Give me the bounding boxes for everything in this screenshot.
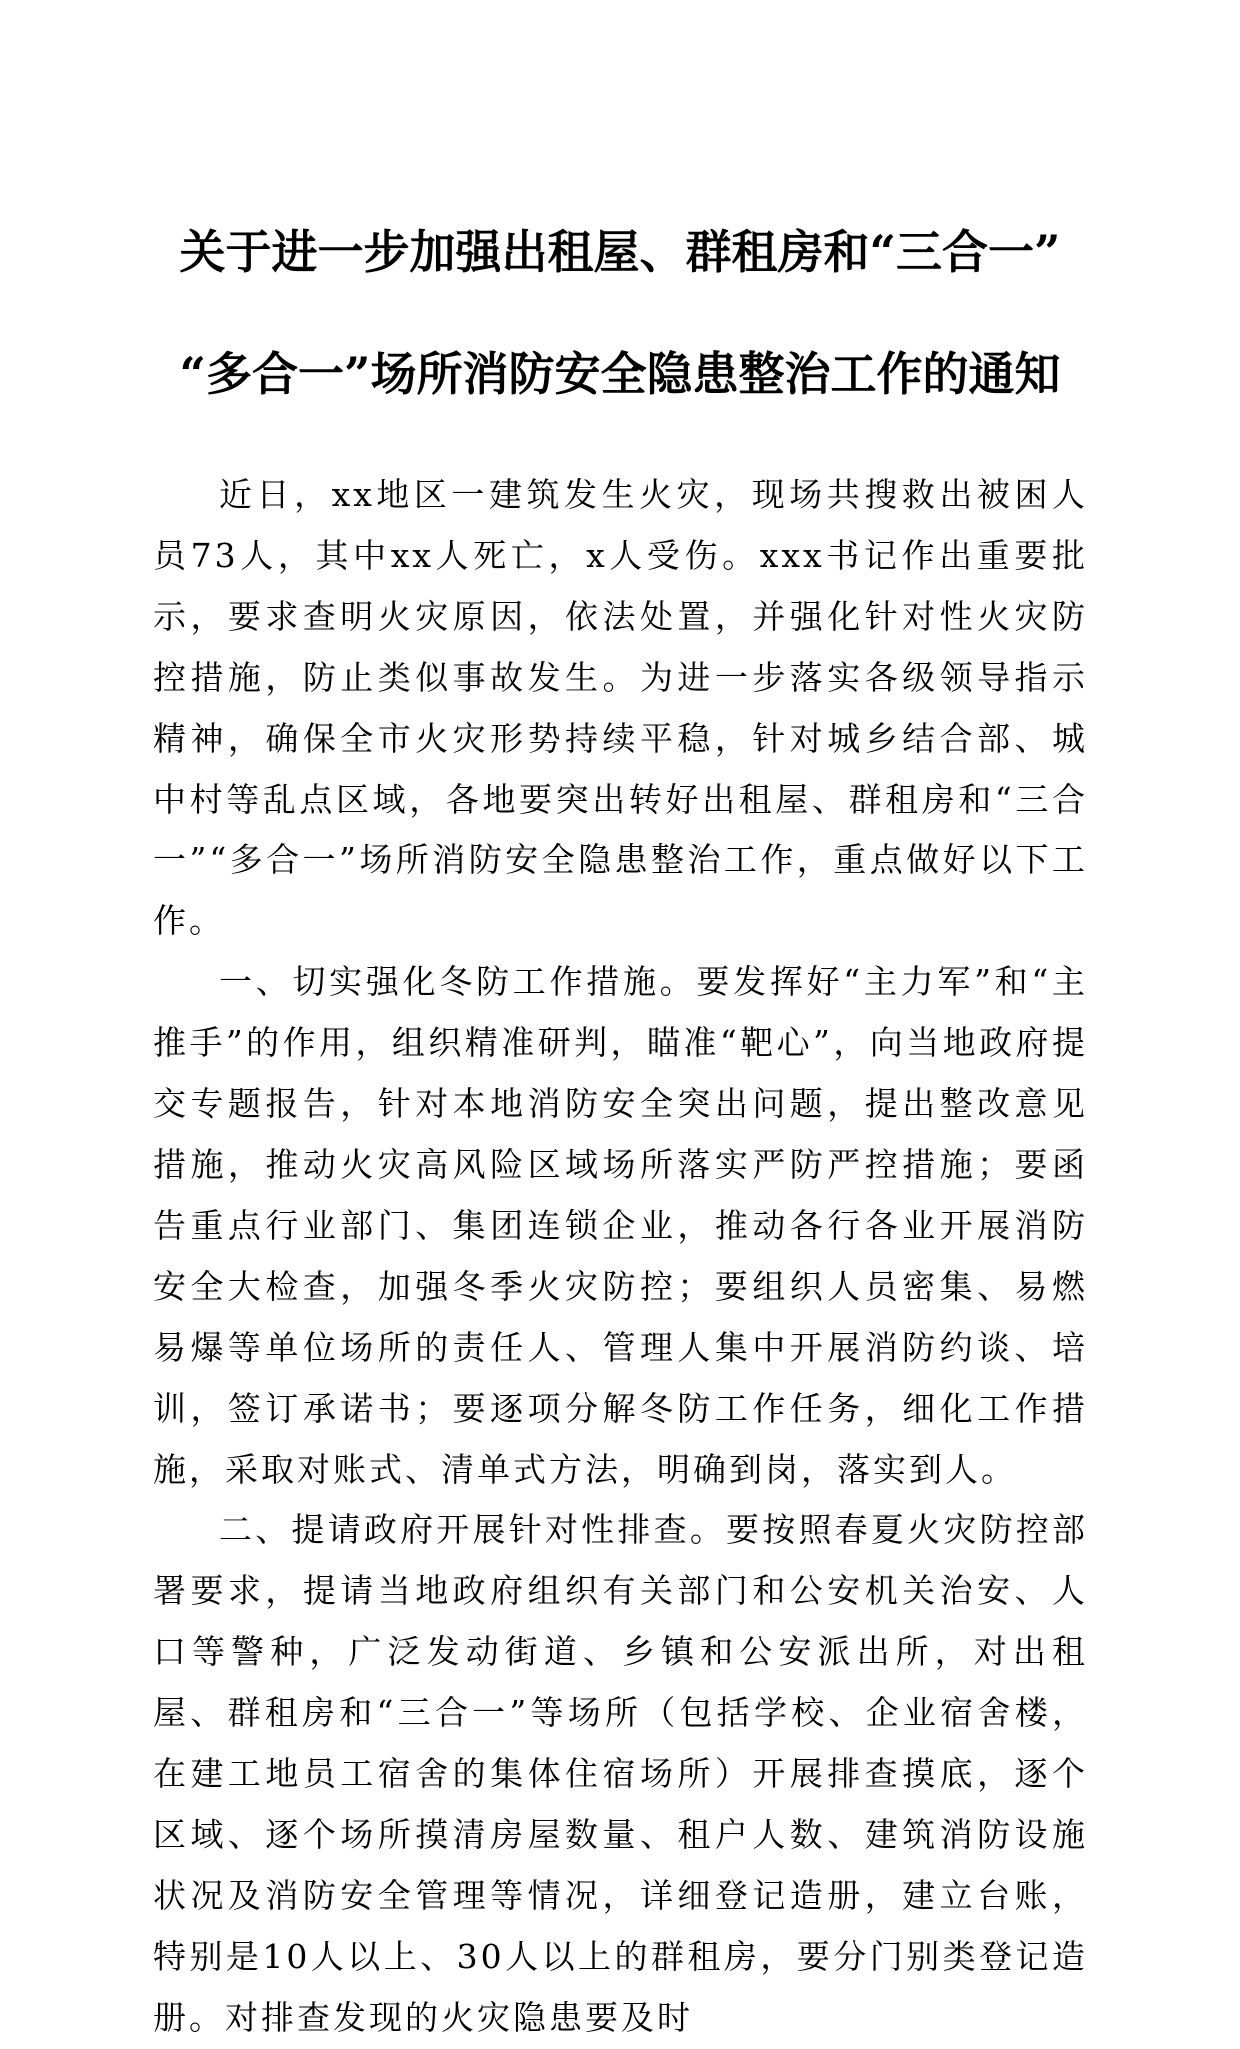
- document-body: [153, 465, 1088, 2049]
- paragraph-intro: 近日，xx地区一建筑发生火灾，现场共搜救出被困人员73人，其中xx人死亡，x人受伤。xxx书记作出重要批示，要求查明火灾原因，依法处置，并强化针对性火灾防控措施，防止类似事故发生。为进一步落实各级领导指示精神，确保全市火灾形势持续平稳，针对城乡结合部、城中村等乱点区域，各地要突出转好出租屋、群租房和“三合一”“多合一”场所消防安全隐患整治工作，重点做好以下工作。: [153, 475, 1088, 941]
- document-title-line-2: “多合一”场所消防安全隐患整治工作的通知: [179, 347, 1061, 401]
- paragraph-section-1: 一、切实强化冬防工作措施。要发挥好“主力军”和“主推手”的作用，组织精准研判，瞄准“靶心”，向当地政府提交专题报告，针对本地消防安全突出问题，提出整改意见措施，推动火灾高风险区域场所落实严防严控措施；要函告重点行业部门、集团连锁企业，推动各行各业开展消防安全大检查，加强冬季火灾防控；要组织人员密集、易燃易爆等单位场所的责任人、管理人集中开展消防约谈、培训，签订承诺书；要逐项分解冬防工作任务，细化工作措施，采取对账式、清单式方法，明确到岗，落实到人。: [153, 962, 1088, 1489]
- paragraph-section-2: 二、提请政府开展针对性排查。要按照春夏火灾防控部署要求，提请当地政府组织有关部门和公安机关治安、人口等警种，广泛发动街道、乡镇和公安派出所，对出租屋、群租房和“三合一”等场所（包括学校、企业宿舍楼，在建工地员工宿舍的集体住宿场所）开展排查摸底，逐个区域、逐个场所摸清房屋数量、租户人数、建筑消防设施状况及消防安全管理等情况，详细登记造册，建立台账，特别是10人以上、30人以上的群租房，要分门别类登记造册。对排查发现的火灾隐患要及时: [153, 1510, 1088, 2037]
- document-title-line-1: 关于进一步加强出租屋、群租房和“三合一”: [179, 225, 1061, 279]
